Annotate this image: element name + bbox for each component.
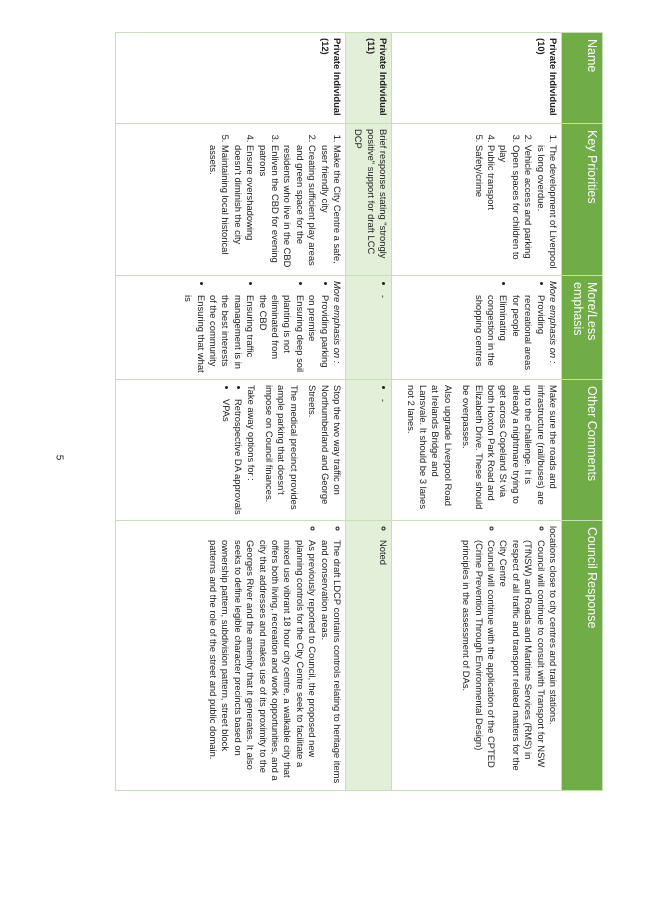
other-item: • VPAs	[219, 399, 231, 515]
row-other	[392, 380, 562, 521]
row-name: Private Individual (12)	[116, 33, 346, 124]
emphasis-intro: More emphasis on :	[548, 281, 559, 364]
emphasis-item: • Providing recreational areas for people	[509, 295, 546, 374]
col-header-priorities: Key Priorities	[562, 124, 603, 276]
other-comment: Take away options for :	[245, 385, 257, 481]
priority-item: 4. Public transport	[485, 145, 497, 270]
row-other	[116, 380, 346, 521]
col-header-council: Council Response	[562, 521, 603, 791]
col-header-emphasis: More/Less emphasis	[562, 276, 603, 380]
row-council	[346, 521, 392, 791]
emphasis-item: • Providing parking on premise	[306, 295, 331, 374]
row-priorities: Brief response stating "strongly positive" support for draft LCC DCP	[346, 124, 392, 276]
row-name: Private Individual (11)	[346, 33, 392, 124]
row-priorities	[392, 124, 562, 276]
priority-item: 3. Enliven the CBD for evening patrons	[256, 145, 281, 270]
row-emphasis	[116, 276, 346, 380]
col-header-other: Other Comments	[562, 380, 603, 521]
emphasis-item: • Ensuring deep soil planting is not eliminated from the CBD	[256, 295, 306, 374]
other-comment: Stop the two way traffic on Northumberland and George Streets.	[307, 385, 343, 505]
priority-item: 2. Vehicle access and parking	[522, 145, 534, 270]
emphasis-item: • Ensuring traffic management is in the best interests of the community	[207, 295, 257, 374]
council-item: ◦ The draft LDCP contains controls relating to heritage items and conservation areas.	[318, 540, 343, 785]
emphasis-item: • Eliminating congestion in the shopping centres	[472, 295, 509, 374]
council-item: ◦ Council will continue with the application of the CPTED (Crime Prevention Through Environmental Design) principles in the assessment of DAs.	[460, 540, 497, 785]
priority-item: 2. Creating sufficient play areas and green space for the residents who live in the CBD	[281, 145, 318, 270]
row-emphasis	[392, 276, 562, 380]
priority-item: 5. Maintaining local historical assets.	[207, 145, 232, 270]
row-council	[392, 521, 562, 791]
priority-item: 3. Open spaces for children to play	[497, 145, 522, 270]
other-comment: The medical precinct provides ample parking that doesn't impose on Council finances.	[263, 385, 300, 510]
table-row	[392, 33, 562, 791]
priority-item: 4. Ensure overshadowing doesn't diminish the city	[231, 145, 256, 270]
emphasis-item: • Ensuring that what is	[182, 295, 207, 374]
priority-item: 1. Make the City Centre a safe, user friendly city	[318, 145, 343, 270]
table-row	[116, 33, 346, 791]
other-comment: Also upgrade Liverpool Road at Irelands Bridge and Lansvale. It should be 3 lanes not 2 lanes.	[405, 385, 454, 510]
emphasis-intro: More emphasis on :	[332, 281, 343, 364]
row-other	[346, 380, 392, 521]
submissions-table	[115, 32, 603, 791]
table-header-row	[562, 33, 603, 791]
council-lead: locations close to city centres and train stations.	[548, 526, 559, 725]
council-item: ◦ Noted	[377, 540, 389, 785]
row-emphasis	[346, 276, 392, 380]
page-number: 5	[53, 454, 65, 461]
other-item: • Retrospective DA approvals	[232, 399, 244, 515]
council-item: ◦ Council will continue to consult with Transport for NSW (TfNSW) and Roads and Maritime Services (RMS) in respect of all traffic and transport related matters for the City Centre	[497, 540, 547, 785]
row-council	[116, 521, 346, 791]
emphasis-dash: • -	[377, 295, 389, 374]
row-name: Private Individual (10)	[392, 33, 562, 124]
priority-item: 1. The development of Liverpool is long overdue.	[534, 145, 559, 270]
council-item: ◦ As previously reported to Council, the proposed new planning controls for the City Centre seek to facilitate a mixed use vibrant 18 hour city centre, a walkable city that offers both living, recreation and work opportunities, and a city that addresses and makes use of its proximity to the Georges River and the amenity that it generates. It also seeks to define legible character precincts based on ownership pattern, subdivision pattern, street block patterns and the role of the street and public domain.	[207, 540, 319, 785]
rotated-page	[53, 32, 603, 790]
row-priorities	[116, 124, 346, 276]
other-comment: Make sure the roads and infrastructure (rail/buses) are up to the challenge. It is already a nightmare trying to get across Copeland St via both Hoxton Park Road and Elizabeth Drive. These should be overpasses.	[461, 385, 559, 510]
priority-item: 5. Safety/crime	[472, 145, 484, 270]
table-row	[346, 33, 392, 791]
other-dash: • -	[377, 399, 389, 515]
col-header-name: Name	[562, 33, 603, 124]
